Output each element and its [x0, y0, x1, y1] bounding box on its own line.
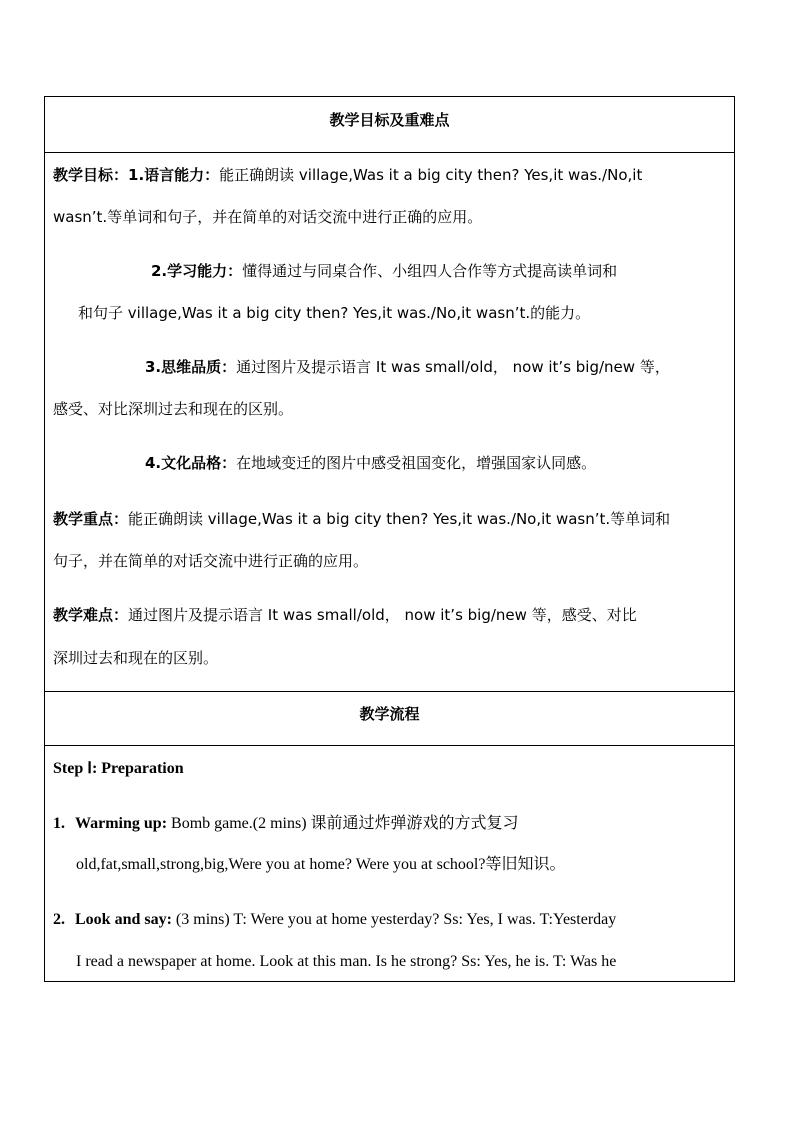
difficulties-text: 通过图片及提示语言 It was small/old， now it’s big/new 等，感受、对比 — [128, 606, 637, 624]
step-1-heading: Step Ⅰ: Preparation — [53, 760, 184, 777]
objective-2-text: 懂得通过与同桌合作、小组四人合作等方式提高读单词和 — [242, 262, 618, 280]
lesson-plan-table — [44, 96, 735, 982]
objective-1-text: 能正确朗读 village,Was it a big city then? Yes,it was./No,it — [219, 166, 643, 184]
difficulties-label: 教学难点： — [53, 606, 129, 624]
divider — [45, 152, 734, 153]
objective-3-line-1 — [145, 357, 670, 377]
objective-4-text: 在地域变迁的图片中感受祖国变化，增强国家认同感。 — [236, 454, 597, 472]
key-points-line-1 — [53, 509, 670, 529]
objective-3-text-line-2: 感受、对比深圳过去和现在的区别。 — [53, 400, 294, 418]
step-1-item-1-label: Warming up: — [75, 815, 168, 832]
objective-2-text-line-2: 和句子 village,Was it a big city then? Yes,it was./No,it wasn’t.的能力。 — [78, 304, 591, 322]
objective-2-line-1 — [151, 261, 617, 281]
objective-2-label: 2.学习能力： — [151, 262, 243, 280]
step-1-item-2-text-line-2: I read a newspaper at home. Look at this man. Is he strong? Ss: Yes, he is. T: Was he — [76, 953, 617, 970]
step-1-item-2-text: (3 mins) T: Were you at home yesterday? Ss: Yes, I was. T:Yesterday — [175, 911, 617, 928]
step-1-item-2-number: 2. — [53, 911, 65, 928]
objectives-label: 教学目标： — [53, 166, 129, 184]
divider — [45, 691, 734, 692]
step-1-item-1-text: Bomb game.(2 mins) 课前通过炸弹游戏的方式复习 — [171, 815, 519, 832]
objective-4-line-1 — [145, 453, 596, 473]
step-1-item-1-line-1 — [53, 814, 519, 834]
objective-1-text-line-2: wasn’t.等单词和句子，并在简单的对话交流中进行正确的应用。 — [53, 208, 483, 226]
key-points-label: 教学重点： — [53, 510, 129, 528]
step-1-item-1-text-line-2: old,fat,small,strong,big,Were you at home? Were you at school?等旧知识。 — [76, 856, 566, 873]
divider — [45, 745, 734, 746]
objective-1-label: 1.语言能力： — [128, 166, 220, 184]
objective-4-label: 4.文化品格： — [145, 454, 237, 472]
step-1-item-1-number: 1. — [53, 815, 65, 832]
objective-3-label: 3.思维品质： — [145, 358, 237, 376]
step-1-item-2-label: Look and say: — [75, 911, 172, 928]
difficulties-line-1 — [53, 605, 637, 625]
difficulties-text-line-2: 深圳过去和现在的区别。 — [53, 649, 219, 667]
objective-3-text: 通过图片及提示语言 It was small/old， now it’s big/new 等， — [236, 358, 670, 376]
key-points-text: 能正确朗读 village,Was it a big city then? Yes,it was./No,it wasn’t.等单词和 — [128, 510, 671, 528]
section-title-objectives: 教学目标及重难点 — [329, 111, 450, 129]
objectives-line-1 — [53, 165, 642, 185]
key-points-text-line-2: 句子，并在简单的对话交流中进行正确的应用。 — [53, 552, 369, 570]
step-1-item-2-line-1 — [53, 910, 616, 930]
section-title-process: 教学流程 — [359, 705, 420, 723]
